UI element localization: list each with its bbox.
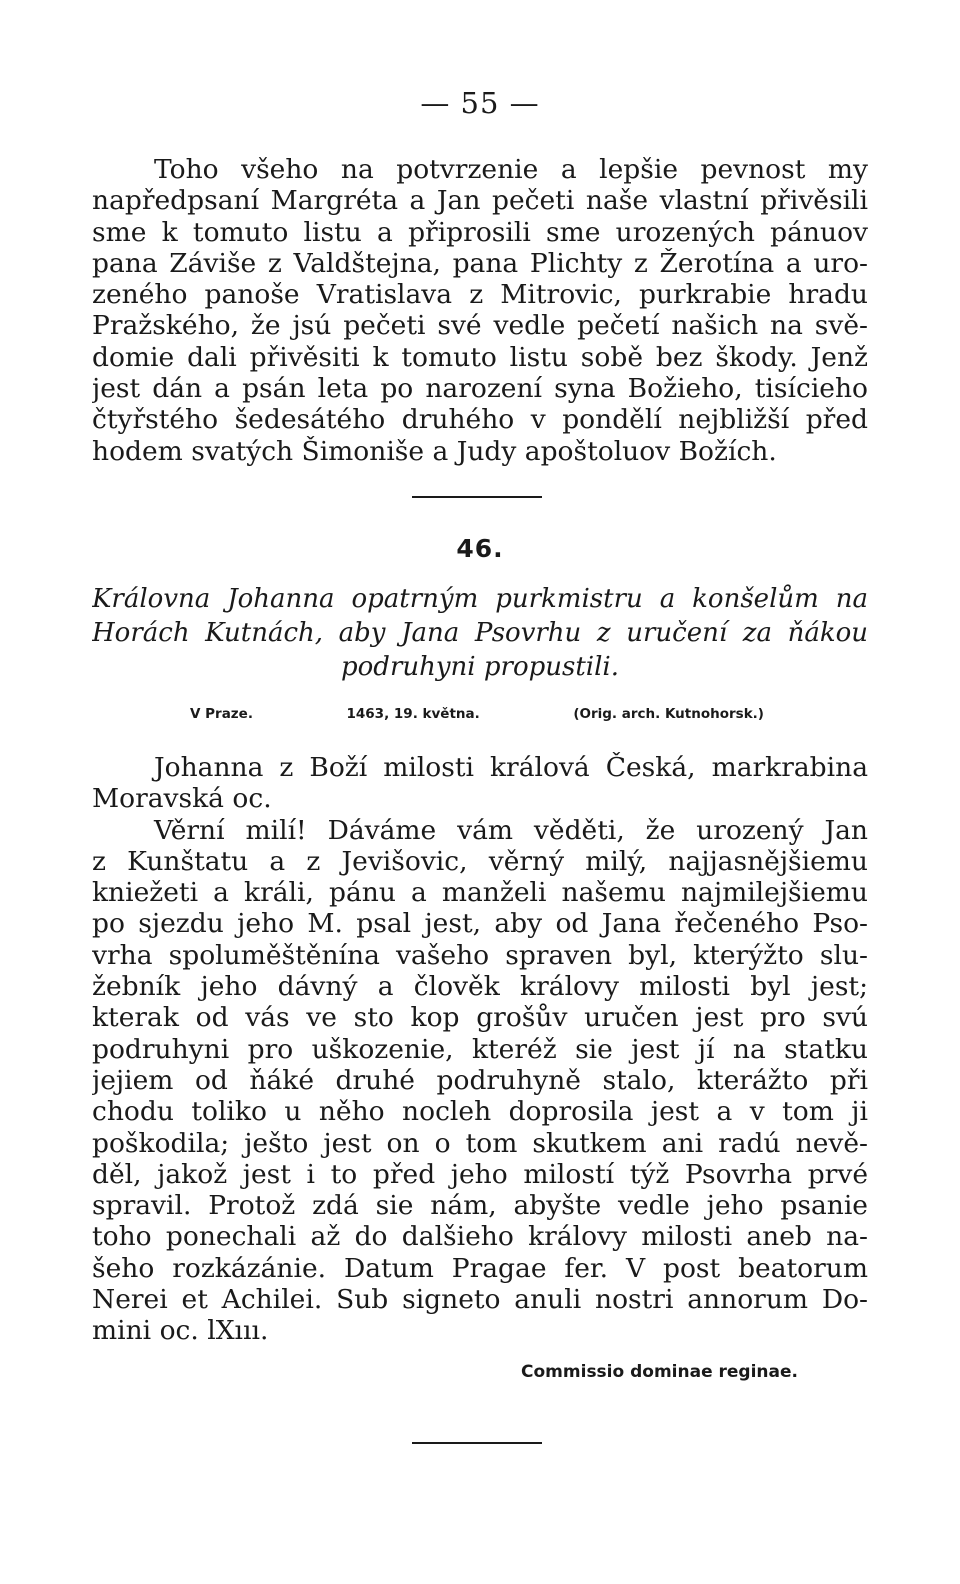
text-line: sme k tomuto listu a připrosili sme urozených pánuov bbox=[92, 216, 868, 248]
section-divider bbox=[412, 496, 542, 498]
heading-line: Královna Johanna opatrným purkmistru a konšelům na bbox=[92, 584, 868, 614]
source-date: 1463, 19. května. bbox=[346, 706, 480, 722]
text-line: čtyřstého šedesátého druhého v pondělí nejbližší před bbox=[92, 404, 868, 436]
text-line: jest dán a psán leta po narození syna Božieho, tisícieho bbox=[92, 373, 868, 405]
text-line: šeho rozkázánie. Datum Pragae fer. V post beatorum bbox=[92, 1252, 868, 1284]
text-line: Johanna z Boží milosti králová Česká, markrabina bbox=[154, 752, 868, 783]
letter-body bbox=[92, 752, 868, 1347]
document-heading bbox=[92, 582, 868, 684]
text-line: žebník jeho dávný a člověk královy milosti byl jest; bbox=[92, 971, 868, 1003]
section-divider bbox=[412, 1442, 542, 1444]
text-line: zeného panoše Vratislava z Mitrovic, purkrabie hradu bbox=[92, 279, 868, 311]
heading-line: Horách Kutnách, aby Jana Psovrhu z uručení za ňákou bbox=[92, 618, 868, 648]
text-line: poškodila; ješto jest on o tom skutkem ani radú nevě- bbox=[92, 1127, 868, 1159]
text-line: chodu toliko u něho nocleh doprosila jest a v tom ji bbox=[92, 1096, 868, 1128]
text-line: spravil. Protož zdá sie nám, abyšte vedle jeho psanie bbox=[92, 1190, 868, 1222]
text-line: Pražského, že jsú pečeti své vedle pečetí našich na svě- bbox=[92, 310, 868, 342]
text-line: pana Záviše z Valdštejna, pana Plichty z Žerotína a uro- bbox=[92, 247, 868, 279]
text-line: napředpsaní Margréta a Jan pečeti naše vlastní přivěsili bbox=[92, 185, 868, 217]
text-line: hodem svatých Šimoniše a Judy apoštoluov Božích. bbox=[92, 435, 777, 467]
text-line: děl, jakož jest i to před jeho milostí týž Psovrha prvé bbox=[92, 1158, 868, 1190]
page-number: — 55 — bbox=[420, 86, 540, 120]
text-line: Nerei et Achilei. Sub signeto anuli nostri annorum Do- bbox=[92, 1284, 868, 1316]
text-line: vrha spoluměštěnína vašeho spraven byl, kterýžto slu- bbox=[92, 939, 868, 971]
text-line: Moravská oc. bbox=[92, 783, 272, 815]
source-place: V Praze. bbox=[190, 706, 253, 722]
source-note bbox=[190, 706, 764, 722]
source-archive: (Orig. arch. Kutnohorsk.) bbox=[573, 706, 764, 722]
text-line: kterak od vás ve sto kop grošův uručen jest pro svú bbox=[92, 1002, 868, 1034]
text-line: Toho všeho na potvrzenie a lepšie pevnost my bbox=[154, 154, 868, 185]
text-line: Věrní milí! Dáváme vám věděti, že urozený Jan bbox=[154, 814, 868, 846]
text-line: kniežeti a králi, pánu a manželi našemu najmilejšiemu bbox=[92, 877, 868, 909]
text-line: z Kunštatu a z Jevišovic, věrný milý, najjasnějšiemu bbox=[92, 845, 868, 877]
text-line: mini oc. lXııı. bbox=[92, 1315, 269, 1347]
signature-note: Commissio dominae reginae. bbox=[521, 1362, 798, 1382]
text-line: domie dali přivěsiti k tomuto listu sobě bez škody. Jenž bbox=[92, 341, 868, 373]
text-line: jejiem od ňáké druhé podruhyně stalo, kterážto při bbox=[92, 1064, 868, 1096]
document-number: 46. bbox=[456, 534, 504, 563]
continuation-paragraph bbox=[92, 154, 868, 467]
text-line: po sjezdu jeho M. psal jest, aby od Jana řečeného Pso- bbox=[92, 908, 868, 940]
text-line: podruhyni pro uškozenie, kteréž sie jest jí na statku bbox=[92, 1033, 868, 1065]
text-line: toho ponechali až do dalšieho královy milosti aneb na- bbox=[92, 1221, 868, 1253]
heading-line: podruhyni propustili. bbox=[341, 652, 619, 682]
